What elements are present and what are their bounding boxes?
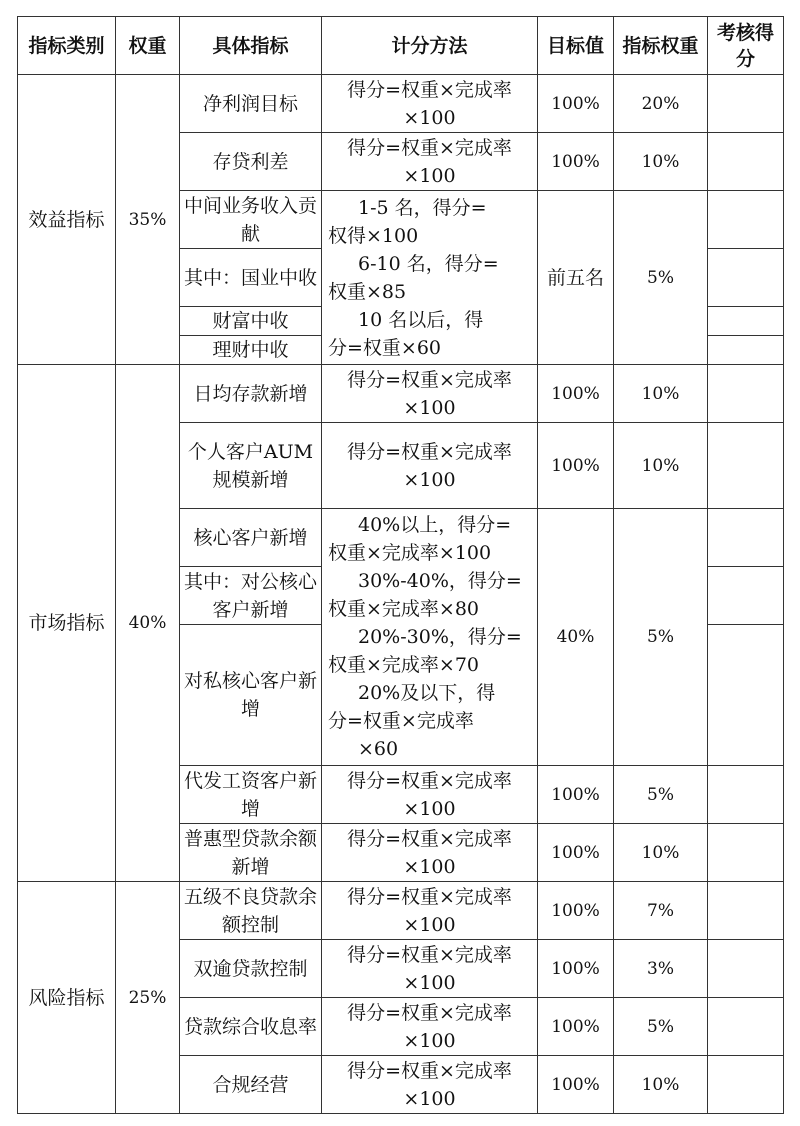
header-category: 指标类别 (18, 17, 116, 75)
target-cell: 100% (538, 998, 614, 1056)
indicator-weight-cell: 5% (614, 509, 708, 766)
score-cell[interactable] (708, 1056, 784, 1114)
method-line: 1-5 名，得分= (358, 196, 487, 219)
indicator-weight-cell: 10% (614, 423, 708, 509)
method-line: 权重×85 (328, 280, 407, 303)
score-cell[interactable] (708, 824, 784, 882)
method-cell: 得分=权重×完成率×100 (322, 940, 538, 998)
method-line: 分=权重×60 (328, 336, 442, 359)
method-cell: 得分=权重×完成率×100 (322, 882, 538, 940)
indicator-weight-cell: 5% (614, 191, 708, 365)
target-cell: 100% (538, 75, 614, 133)
header-indicator-weight: 指标权重 (614, 17, 708, 75)
indicator-cell: 中间业务收入贡献 (180, 191, 322, 249)
header-row (18, 17, 784, 75)
indicator-cell: 其中：对公核心客户新增 (180, 567, 322, 625)
assessment-table (17, 16, 784, 1114)
method-cell: 得分=权重×完成率×100 (322, 365, 538, 423)
score-cell[interactable] (708, 567, 784, 625)
method-line: 20%-30%，得分= (358, 626, 522, 648)
indicator-weight-cell: 20% (614, 75, 708, 133)
indicator-cell: 理财中收 (180, 336, 322, 365)
indicator-weight-cell: 10% (614, 1056, 708, 1114)
method-line: 20%及以下，得 (358, 682, 496, 704)
score-cell[interactable] (708, 249, 784, 307)
category-weight-cell: 40% (116, 365, 180, 882)
method-line: 权重×完成率×80 (328, 598, 480, 620)
header-indicator: 具体指标 (180, 17, 322, 75)
target-cell: 100% (538, 766, 614, 824)
target-cell: 100% (538, 133, 614, 191)
indicator-cell: 其中：国业中收 (180, 249, 322, 307)
target-cell: 100% (538, 1056, 614, 1114)
indicator-cell: 财富中收 (180, 307, 322, 336)
category-cell: 市场指标 (18, 365, 116, 882)
indicator-cell: 五级不良贷款余额控制 (180, 882, 322, 940)
target-cell: 100% (538, 365, 614, 423)
category-weight-cell: 35% (116, 75, 180, 365)
score-cell[interactable] (708, 133, 784, 191)
method-line: 10 名以后，得 (358, 308, 484, 331)
indicator-weight-cell: 10% (614, 133, 708, 191)
indicator-cell: 日均存款新增 (180, 365, 322, 423)
header-weight: 权重 (116, 17, 180, 75)
method-cell: 得分=权重×完成率×100 (322, 998, 538, 1056)
indicator-weight-cell: 3% (614, 940, 708, 998)
target-cell: 40% (538, 509, 614, 766)
score-cell[interactable] (708, 625, 784, 766)
header-target: 目标值 (538, 17, 614, 75)
method-cell: 得分=权重×完成率×100 (322, 1056, 538, 1114)
score-cell[interactable] (708, 75, 784, 133)
method-line: 6-10 名，得分= (358, 252, 499, 275)
header-method: 计分方法 (322, 17, 538, 75)
indicator-weight-cell: 5% (614, 998, 708, 1056)
category-cell: 风险指标 (18, 882, 116, 1114)
score-cell[interactable] (708, 509, 784, 567)
category-cell: 效益指标 (18, 75, 116, 365)
method-cell: 得分=权重×完成率×100 (322, 133, 538, 191)
target-cell: 前五名 (538, 191, 614, 365)
header-score: 考核得分 (708, 17, 784, 75)
indicator-weight-cell: 5% (614, 766, 708, 824)
target-cell: 100% (538, 940, 614, 998)
indicator-cell: 存贷利差 (180, 133, 322, 191)
indicator-cell: 双逾贷款控制 (180, 940, 322, 998)
method-line: ×60 (358, 738, 399, 760)
target-cell: 100% (538, 882, 614, 940)
indicator-weight-cell: 7% (614, 882, 708, 940)
target-cell: 100% (538, 824, 614, 882)
indicator-cell: 代发工资客户新增 (180, 766, 322, 824)
indicator-cell: 核心客户新增 (180, 509, 322, 567)
method-line: 权重×完成率×100 (328, 542, 492, 564)
grouped-method-cell (322, 509, 538, 766)
indicator-weight-cell: 10% (614, 365, 708, 423)
table-row (18, 75, 784, 133)
score-cell[interactable] (708, 766, 784, 824)
method-line: 分=权重×完成率 (328, 710, 474, 732)
table-row (18, 365, 784, 423)
indicator-cell: 普惠型贷款余额新增 (180, 824, 322, 882)
indicator-cell: 个人客户AUM规模新增 (180, 423, 322, 509)
score-cell[interactable] (708, 336, 784, 365)
method-cell: 得分=权重×完成率×100 (322, 423, 538, 509)
indicator-cell: 贷款综合收息率 (180, 998, 322, 1056)
indicator-cell: 合规经营 (180, 1056, 322, 1114)
table-row (18, 882, 784, 940)
score-cell[interactable] (708, 423, 784, 509)
score-cell[interactable] (708, 882, 784, 940)
target-cell: 100% (538, 423, 614, 509)
score-cell[interactable] (708, 365, 784, 423)
indicator-cell: 对私核心客户新增 (180, 625, 322, 766)
method-line: 权得×100 (328, 224, 419, 247)
method-line: 40%以上，得分= (358, 514, 512, 536)
method-line: 权重×完成率×70 (328, 654, 480, 676)
method-cell: 得分=权重×完成率×100 (322, 824, 538, 882)
grouped-method-cell (322, 191, 538, 365)
score-cell[interactable] (708, 940, 784, 998)
indicator-weight-cell: 10% (614, 824, 708, 882)
score-cell[interactable] (708, 191, 784, 249)
indicator-cell: 净利润目标 (180, 75, 322, 133)
method-cell: 得分=权重×完成率×100 (322, 75, 538, 133)
category-weight-cell: 25% (116, 882, 180, 1114)
method-line: 30%-40%，得分= (358, 570, 522, 592)
score-cell[interactable] (708, 998, 784, 1056)
method-cell: 得分=权重×完成率×100 (322, 766, 538, 824)
score-cell[interactable] (708, 307, 784, 336)
